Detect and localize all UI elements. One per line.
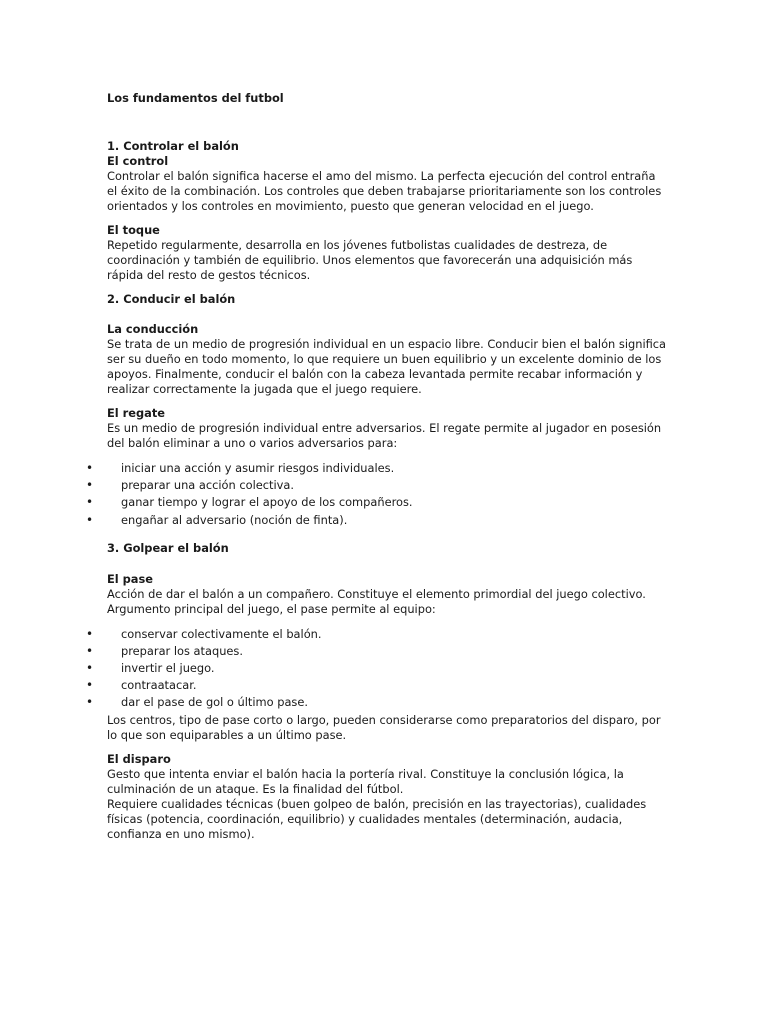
- paragraph-control: Controlar el balón significa hacerse el amo del mismo. La perfecta ejecución del control entraña el éxito de la combinación. Los controles que deben trabajarse prioritariamente son los controles orientados y los controles en movimiento, puesto que generan velocidad en el juego.: [107, 169, 662, 213]
- list-item: • iniciar una acción y asumir riesgos individuales.: [86, 461, 395, 475]
- paragraph-pase-after: Los centros, tipo de pase corto o largo, pueden considerarse como preparatorios del disparo, por lo que son equiparables a un último pase.: [107, 712, 661, 742]
- paragraph-disparo-1: Gesto que intenta enviar el balón hacia la portería rival. Constituye la conclusión lógica, la culminación de un ataque. Es la finalidad del fútbol.: [107, 766, 624, 796]
- subheading-regate: El regate: [107, 406, 166, 420]
- subsection-disparo: [107, 752, 667, 842]
- list-item: • preparar los ataques.: [86, 643, 243, 658]
- subheading-toque: El toque: [107, 223, 160, 237]
- paragraph-pase: Acción de dar el balón a un compañero. Constituye el elemento primordial del juego colectivo. Argumento principal del juego, el pase permite al equipo:: [107, 586, 646, 616]
- bullet-icon: •: [86, 478, 94, 493]
- subsection-pase: [86, 571, 667, 743]
- list-item: • invertir el juego.: [86, 660, 215, 675]
- document-title: Los fundamentos del futbol: [107, 91, 284, 105]
- subheading-control: El control: [107, 154, 169, 168]
- bullet-icon: •: [86, 678, 94, 693]
- paragraph-disparo-2: Requiere cualidades técnicas (buen golpeo de balón, precisión en las trayectorias), cualidades físicas (potencia, coordinación, equilibrio) y cualidades mentales (determinación, audacia, confianza en uno mismo).: [107, 796, 647, 841]
- regate-list: [86, 461, 667, 528]
- bullet-icon: •: [86, 695, 94, 710]
- bullet-icon: •: [86, 626, 94, 641]
- pase-list: [86, 626, 667, 711]
- subheading-pase: El pase: [107, 571, 153, 586]
- list-item: • dar el pase de gol o último pase.: [86, 695, 308, 710]
- paragraph-regate: Es un medio de progresión individual entre adversarios. El regate permite al jugador en posesión del balón eliminar a uno o varios adversarios para:: [107, 421, 662, 450]
- subheading-disparo: El disparo: [107, 751, 171, 766]
- bullet-icon: •: [86, 660, 94, 675]
- list-item: • conservar colectivamente el balón.: [86, 626, 322, 641]
- list-item: • preparar una acción colectiva.: [86, 478, 295, 493]
- list-item: • engañar al adversario (noción de finta).: [86, 512, 348, 527]
- section-heading-1: 1. Controlar el balón: [107, 139, 239, 153]
- bullet-icon: •: [86, 512, 94, 527]
- list-item: • contraatacar.: [86, 678, 197, 693]
- subsection-toque: [107, 223, 667, 283]
- subsection-regate: [86, 406, 667, 528]
- bullet-icon: •: [86, 495, 94, 510]
- section-heading-3: 3. Golpear el balón: [107, 540, 229, 555]
- bullet-icon: •: [86, 643, 94, 658]
- document-page: [86, 91, 667, 842]
- bullet-icon: •: [86, 461, 94, 475]
- subheading-conduccion: La conducción: [107, 322, 199, 336]
- paragraph-toque: Repetido regularmente, desarrolla en los jóvenes futbolistas cualidades de destreza, de coordinación y también de equilibrio. Unos elementos que favorecerán una adquisición más rápida del resto de gestos técnicos.: [107, 238, 633, 282]
- section-heading-2: 2. Conducir el balón: [107, 292, 236, 306]
- list-item: • ganar tiempo y lograr el apoyo de los compañeros.: [86, 495, 413, 510]
- subsection-control: [107, 154, 667, 214]
- paragraph-conduccion: Se trata de un medio de progresión individual en un espacio libre. Conducir bien el balón significa ser su dueño en todo momento, lo que requiere un buen equilibrio y un excelente dominio de los apoyos. Finalmente, conducir el balón con la cabeza levantada permite recabar información y realizar correctamente la jugada que el juego requiere.: [107, 337, 667, 396]
- subsection-conduccion: [107, 322, 667, 397]
